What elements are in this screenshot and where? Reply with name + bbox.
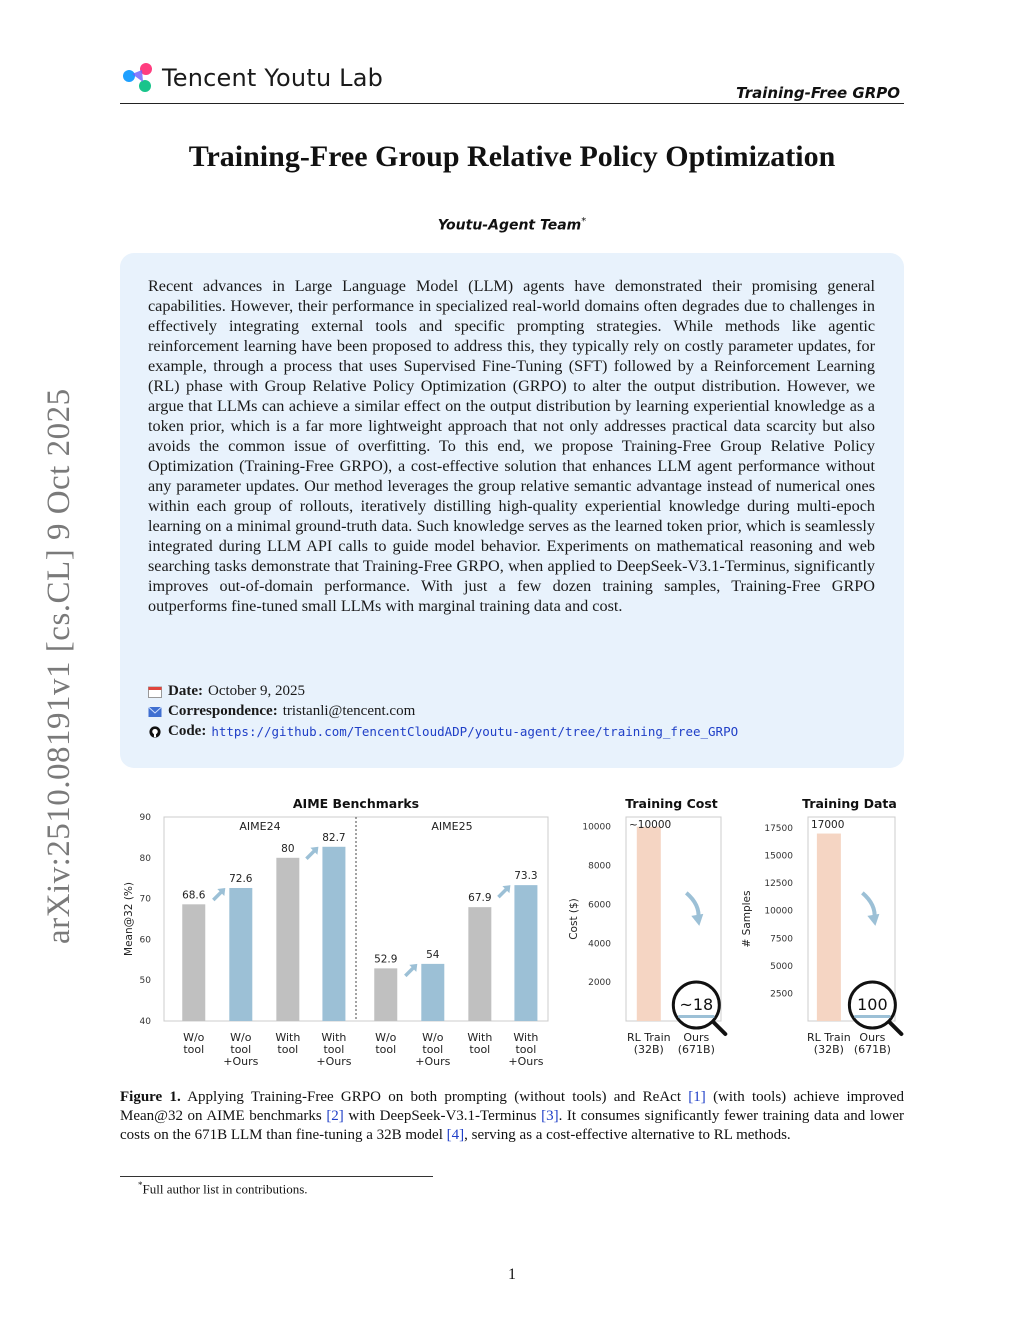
correspondence-row bbox=[148, 703, 415, 720]
y-tick-label: 5000 bbox=[770, 961, 793, 972]
magnified-bar bbox=[854, 1015, 890, 1018]
y-tick-label: 60 bbox=[139, 935, 151, 946]
panel-title: AIME25 bbox=[431, 820, 473, 833]
data-label: ~18 bbox=[679, 995, 714, 1014]
date-label: Date: bbox=[168, 683, 203, 699]
x-tick-label: W/o tool bbox=[183, 1031, 205, 1056]
y-tick-label: 80 bbox=[139, 853, 151, 864]
y-tick-label: 40 bbox=[139, 1017, 151, 1027]
y-tick-label: 2500 bbox=[770, 989, 793, 1000]
bar bbox=[182, 904, 205, 1021]
page-number: 1 bbox=[508, 1266, 516, 1283]
x-tick-label: With tool +Ours bbox=[316, 1031, 352, 1068]
header-rule bbox=[120, 103, 904, 104]
chart-title: Training Data bbox=[802, 796, 897, 811]
y-axis-label: Mean@32 (%) bbox=[123, 882, 135, 956]
arxiv-stamp: arXiv:2510.08191v1 [cs.CL] 9 Oct 2025 bbox=[41, 388, 77, 944]
paper-title: Training-Free Group Relative Policy Optimization bbox=[188, 140, 836, 173]
y-tick-label: 12500 bbox=[764, 879, 793, 890]
footnote bbox=[138, 1180, 308, 1197]
authors: Youtu-Agent Team bbox=[437, 217, 582, 234]
caption-text-2: (with tools) achieve improved Mean@32 on AIME benchmarks bbox=[120, 1089, 905, 1124]
x-tick-label: Ours (671B) bbox=[677, 1031, 715, 1056]
citation-link[interactable]: [4] bbox=[446, 1127, 465, 1143]
magnifier-handle-icon bbox=[713, 1022, 725, 1034]
author-footnote-mark: * bbox=[581, 216, 587, 227]
code-link[interactable]: https://github.com/TencentCloudADP/youtu-agent/tree/training_free_GRPO bbox=[211, 724, 739, 739]
citation-link[interactable]: [1] bbox=[688, 1089, 706, 1105]
figure-1 bbox=[110, 790, 910, 1085]
data-label: 52.9 bbox=[374, 953, 398, 966]
footnote-rule bbox=[120, 1176, 433, 1177]
correspondence-label: Correspondence: bbox=[168, 703, 278, 719]
footnote-text: Full author list in contributions. bbox=[142, 1181, 308, 1197]
y-tick-label: 15000 bbox=[764, 851, 793, 862]
envelope-icon bbox=[148, 706, 162, 718]
arrow-head-icon bbox=[691, 914, 703, 926]
figure-caption bbox=[120, 1088, 904, 1145]
data-label: 100 bbox=[857, 995, 888, 1014]
footnote-mark: * bbox=[138, 1180, 143, 1190]
y-tick-label: 70 bbox=[139, 894, 151, 905]
calendar-icon bbox=[148, 686, 162, 698]
code-label: Code: bbox=[168, 723, 207, 739]
caption-text-5: , serving as a cost-effective alternative to RL methods. bbox=[464, 1127, 791, 1143]
x-tick-label: RL Train (32B) bbox=[626, 1031, 671, 1056]
y-tick-label: 8000 bbox=[588, 861, 611, 872]
caption-text-3: with DeepSeek-V3.1-Terminus bbox=[348, 1108, 537, 1124]
arrow-head-icon bbox=[867, 914, 879, 926]
author-line bbox=[0, 216, 1024, 234]
date-row bbox=[148, 683, 305, 700]
y-axis-label: # Samples bbox=[741, 890, 753, 948]
data-label: ~10000 bbox=[629, 819, 672, 831]
bar bbox=[229, 888, 252, 1021]
data-label: 73.3 bbox=[514, 870, 538, 883]
bar bbox=[276, 858, 299, 1021]
y-tick-label: 17500 bbox=[764, 824, 793, 835]
x-tick-label: W/o tool +Ours bbox=[223, 1031, 259, 1068]
y-tick-label: 6000 bbox=[588, 900, 611, 911]
y-tick-label: 2000 bbox=[588, 978, 611, 989]
caption-label: Figure 1. bbox=[120, 1089, 181, 1105]
y-tick-label: 10000 bbox=[764, 906, 793, 917]
x-tick-label: With tool +Ours bbox=[508, 1031, 544, 1068]
data-label: 68.6 bbox=[182, 889, 206, 902]
x-tick-label: Ours (671B) bbox=[853, 1031, 891, 1056]
panel-title: AIME24 bbox=[239, 820, 281, 833]
y-axis-label: Cost ($) bbox=[568, 898, 580, 940]
y-tick-label: 7500 bbox=[770, 934, 793, 945]
x-tick-label: W/o tool +Ours bbox=[415, 1031, 451, 1068]
y-tick-label: 90 bbox=[139, 813, 151, 823]
data-label: 54 bbox=[426, 948, 440, 961]
y-tick-label: 10000 bbox=[582, 822, 611, 833]
caption-text-4: . It consumes significantly fewer training data and lower costs on the 671B LLM than fine-tuning a 32B model bbox=[120, 1108, 904, 1143]
date-value: October 9, 2025 bbox=[207, 683, 306, 699]
bar bbox=[817, 834, 841, 1021]
y-tick-label: 4000 bbox=[588, 939, 611, 950]
x-tick-label: With tool bbox=[467, 1031, 493, 1056]
data-label: 80 bbox=[281, 842, 295, 855]
magnifier-handle-icon bbox=[889, 1022, 901, 1034]
data-label: 67.9 bbox=[468, 892, 492, 905]
x-tick-label: With tool bbox=[275, 1031, 301, 1056]
running-title: Training-Free GRPO bbox=[736, 84, 900, 102]
bar bbox=[421, 964, 444, 1021]
bar bbox=[514, 885, 537, 1021]
magnified-bar bbox=[678, 1015, 714, 1018]
x-tick-label: RL Train (32B) bbox=[807, 1031, 851, 1056]
logo-text: Tencent Youtu Lab bbox=[162, 64, 384, 92]
citation-link[interactable]: [2] bbox=[326, 1108, 344, 1124]
data-label: 72.6 bbox=[229, 872, 253, 885]
bar bbox=[637, 827, 661, 1021]
y-tick-label: 50 bbox=[139, 976, 151, 987]
bar bbox=[322, 847, 345, 1021]
citation-link[interactable]: [3] bbox=[541, 1108, 559, 1124]
code-row bbox=[148, 723, 738, 740]
chart-title: Training Cost bbox=[625, 796, 718, 811]
tencent-youtu-logo-icon bbox=[120, 60, 156, 96]
caption-text-1: Applying Training-Free GRPO on both prompting (without tools) and ReAct bbox=[187, 1089, 681, 1105]
bar bbox=[468, 907, 491, 1021]
bar bbox=[374, 968, 397, 1021]
x-tick-label: W/o tool bbox=[375, 1031, 397, 1056]
abstract-text: Recent advances in Large Language Model (LLM) agents have demonstrated their promising general capabilities. However, their performance in specialized real-world domains often degrades due to challenges in effectively integrating external tools and specific prompting strategies. While methods like agentic reinforcement learning have been proposed to address this, they typically rely on costly parameter updates, for example, through a process that uses Supervised Fine-Tuning (SFT) followed by a Reinforcement Learning (RL) phase with Group Relative Policy Optimization (GRPO) to alter the output distribution. However, we argue that LLMs can achieve a similar effect on the output distribution by learning experiential knowledge as a token prior, which is a far more lightweight approach that not only addresses practical data scarcity but also avoids the common issue of overfitting. To this end, we propose Training-Free Group Relative Policy Optimization (Training-Free GRPO), a cost-effective solution that enhances LLM agent performance without any parameter updates. Our method leverages the group relative semantic advantage instead of numerical ones within each group of rollouts, iteratively distilling high-quality experiential knowledge during multi-epoch learning on a minimal ground-truth data. Such knowledge serves as the learned token prior, which is seamlessly integrated during LLM API calls to guide model behavior. Experiments on mathematical reasoning and web searching tasks demonstrate that Training-Free GRPO, when applied to DeepSeek-V3.1-Terminus, significantly improves out-of-domain performance. With just a few dozen training samples, Training-Free GRPO outperforms fine-tuned small LLMs with marginal training data and cost. bbox=[148, 277, 875, 615]
github-icon bbox=[148, 726, 162, 738]
data-label: 82.7 bbox=[322, 831, 346, 844]
correspondence-email[interactable]: tristanli@tencent.com bbox=[282, 703, 416, 719]
data-label: 17000 bbox=[811, 819, 845, 831]
chart-title: AIME Benchmarks bbox=[292, 796, 420, 811]
